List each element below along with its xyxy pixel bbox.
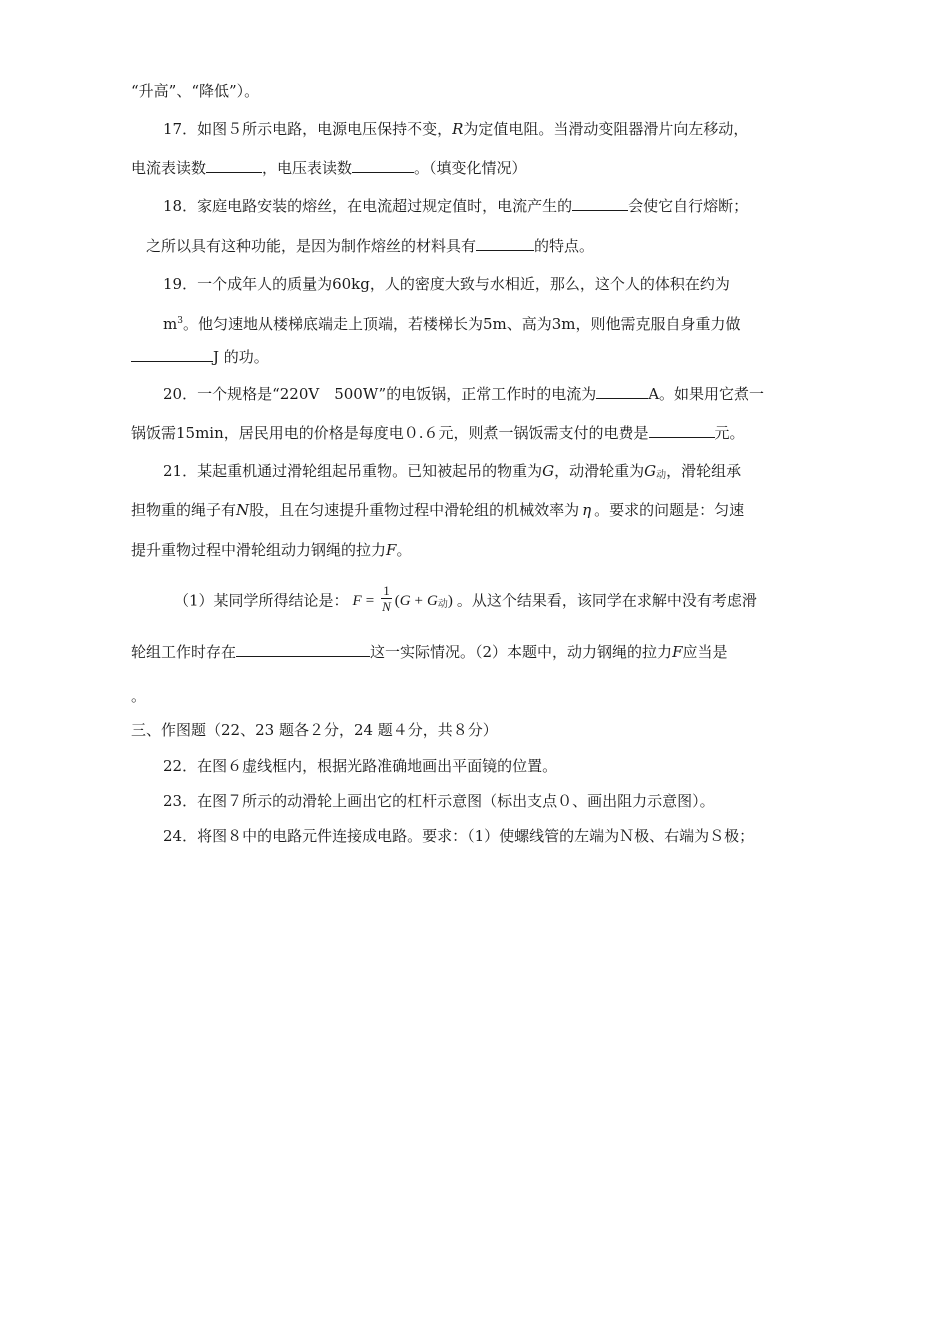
question-18-line-1: [163, 196, 748, 216]
variable-N: N: [236, 501, 250, 519]
question-24: [163, 826, 754, 846]
section-3-heading: [131, 720, 498, 740]
text-span: 三、作图题（22、23 题各２分，24 题４分，共８分）: [131, 721, 498, 739]
text-span: 会使它自行熔断；: [628, 197, 749, 215]
text-span: 21．某起重机通过滑轮组起吊重物。已知被起吊的物重为: [163, 462, 543, 480]
variable-F: F: [386, 541, 397, 559]
formula-subscript: 动: [437, 598, 448, 610]
text-span: ，动滑轮重为: [554, 462, 645, 480]
text-span: 19．一个成年人的质量为60kg，人的密度大致与水相近，那么，这个人的体积在约为: [163, 275, 730, 293]
question-19-line-1: [163, 274, 730, 294]
question-21-line-6: [131, 686, 146, 706]
text-line: [131, 81, 259, 101]
answer-blank[interactable]: [131, 347, 213, 362]
formula-F: F: [352, 592, 362, 609]
text-span: 轮组工作时存在: [131, 643, 237, 661]
question-21-line-2: [131, 500, 744, 520]
text-span: 。从这个结果看，该同学在求解中没有考虑滑: [456, 591, 757, 610]
variable-eta: η: [582, 501, 592, 519]
question-23: [163, 791, 715, 811]
variable-F: F: [672, 643, 683, 661]
text-span: 23．在图７所示的动滑轮上画出它的杠杆示意图（标出支点０、画出阻力示意图）。: [163, 792, 715, 810]
text-span: （1）某同学所得结论是：: [174, 591, 349, 610]
answer-blank[interactable]: [352, 158, 414, 173]
formula-G-dong: G: [427, 592, 438, 609]
formula-plus: +: [414, 592, 423, 609]
formula-equals: =: [365, 592, 375, 609]
text-span: 18．家庭电路安装的熔丝，在电流超过规定值时，电流产生的: [163, 197, 573, 215]
question-19-line-2: [163, 311, 741, 331]
question-19-line-3: [131, 347, 269, 367]
question-20-line-2: [131, 423, 745, 443]
answer-blank[interactable]: [649, 423, 715, 438]
text-span: ，滑轮组承: [666, 462, 742, 480]
question-20-line-1: [163, 384, 764, 404]
text-span: 。: [396, 541, 412, 559]
question-21-line-3: [131, 540, 411, 560]
superscript: 3: [177, 316, 183, 326]
text-span: m: [163, 315, 178, 333]
text-span: 元。: [714, 424, 745, 442]
question-22: [163, 756, 557, 776]
answer-blank[interactable]: [596, 384, 648, 399]
text-span: 提升重物过程中滑轮组动力钢绳的拉力: [131, 541, 387, 559]
variable-R: R: [452, 120, 464, 138]
question-21-line-1: [163, 461, 741, 481]
text-span: J 的功。: [213, 348, 269, 366]
fraction-numerator: 1: [383, 583, 390, 598]
question-17-line-2: [131, 158, 527, 178]
text-span: 。他匀速地从楼梯底端走上顶端，若楼梯长为5m、高为3m，则他需克服自身重力做: [182, 315, 741, 333]
answer-blank[interactable]: [476, 236, 534, 251]
formula-fraction: [381, 584, 392, 615]
text-span: 应当是: [682, 643, 728, 661]
variable-G: G: [542, 462, 555, 480]
answer-blank[interactable]: [206, 158, 262, 173]
text-span: A。如果用它煮一: [648, 385, 765, 403]
text-span: “升高”、“降低”）。: [131, 82, 260, 100]
question-17-line-1: [163, 119, 748, 139]
formula: [352, 583, 453, 617]
answer-blank[interactable]: [572, 196, 628, 211]
text-span: 。: [131, 687, 147, 705]
answer-blank[interactable]: [236, 642, 370, 657]
text-span: 20．一个规格是“220V 500W”的电饭锅，正常工作时的电流为: [163, 385, 597, 403]
formula-G: G: [399, 592, 411, 609]
subscript: 动: [656, 470, 667, 481]
question-21-line-5: [131, 642, 728, 662]
text-span: 股，且在匀速提升重物过程中滑轮组的机械效率为: [249, 501, 580, 519]
text-span: 的特点。: [534, 237, 595, 255]
formula-paren: (: [394, 592, 400, 609]
formula-paren: ): [447, 592, 453, 609]
question-21-line-4: [174, 583, 757, 614]
text-span: 。要求的问题是：匀速: [594, 501, 745, 519]
text-span: 之所以具有这种功能，是因为制作熔丝的材料具有: [146, 237, 477, 255]
fraction-denominator: N: [382, 599, 391, 614]
text-span: 24．将图８中的电路元件连接成电路。要求：（1）使螺线管的左端为Ｎ极、右端为Ｓ极；: [163, 827, 755, 845]
text-span: 电流表读数: [131, 159, 207, 177]
text-span: 17．如图５所示电路，电源电压保持不变，: [163, 120, 453, 138]
text-span: 这一实际情况。（2）本题中，动力钢绳的拉力: [370, 643, 673, 661]
variable-G-dong: G: [644, 462, 657, 480]
text-span: 锅饭需15min，居民用电的价格是每度电０.６元，则煮一锅饭需支付的电费是: [131, 424, 649, 442]
text-span: 为定值电阻。当滑动变阻器滑片向左移动，: [463, 120, 749, 138]
text-span: 担物重的绳子有: [131, 501, 237, 519]
text-span: ，电压表读数: [262, 159, 353, 177]
question-18-line-2: [146, 236, 594, 256]
text-span: 。（填变化情况）: [414, 159, 527, 177]
text-span: 22．在图６虚线框内，根据光路准确地画出平面镜的位置。: [163, 757, 558, 775]
